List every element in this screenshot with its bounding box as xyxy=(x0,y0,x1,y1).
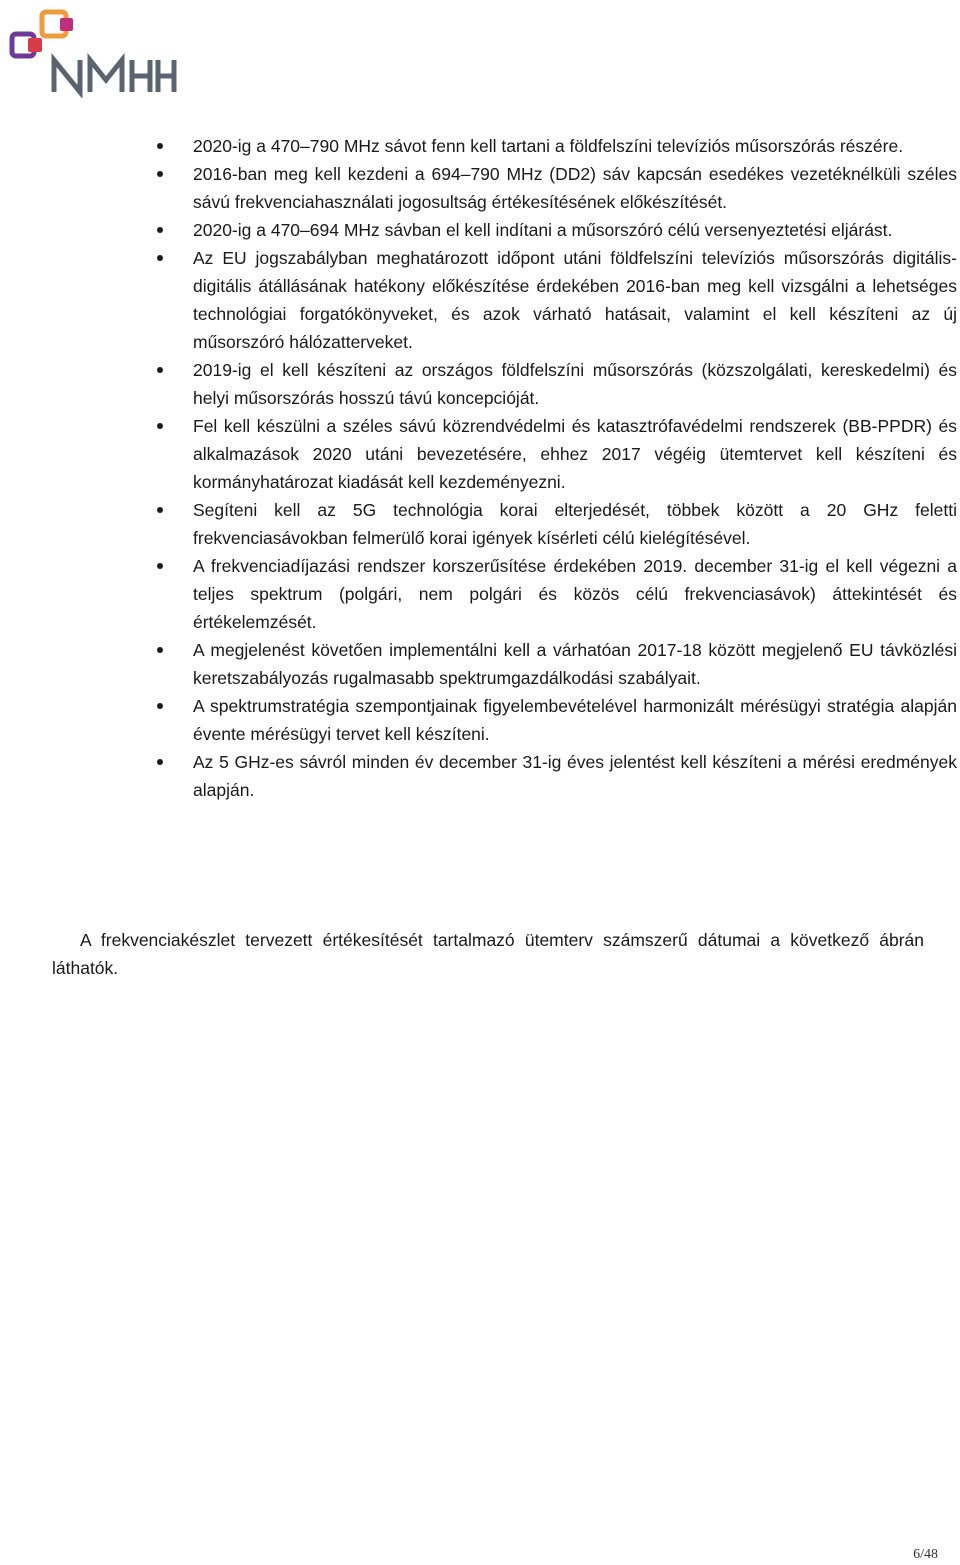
list-item-text: Fel kell készülni a széles sávú közrendvédelmi és katasztrófavédelmi rendszerek (BB-PPDR) és alkalmazások 2020 utáni bevezetésére, ehhez 2017 végéig ütemtervet kell készíteni és kormányhatározat kiadását kell kezdeményezni. xyxy=(193,416,957,492)
nmhh-logo-graphic xyxy=(8,8,180,98)
list-item xyxy=(193,356,957,412)
list-item-text: Az 5 GHz-es sávról minden év december 31-ig éves jelentést kell készíteni a mérési eredmények alapján. xyxy=(193,752,957,800)
list-item-text: Segíteni kell az 5G technológia korai elterjedését, többek között a 20 GHz feletti frekvenciasávokban felmerülő korai igények kísérleti célú kielégítésével. xyxy=(193,500,957,548)
logo-square-red-icon xyxy=(28,38,42,52)
logo-wordmark xyxy=(54,60,174,92)
list-item-text: A frekvenciadíjazási rendszer korszerűsítése érdekében 2019. december 31-ig el kell végezni a teljes spektrum (polgári, nem polgári és közös célú frekvenciasávok) áttekintését és értékelemzését. xyxy=(193,556,957,632)
bullet-icon xyxy=(157,171,163,177)
list-item xyxy=(193,412,957,496)
nmhh-logo xyxy=(8,8,180,98)
list-item-text: 2020-ig a 470–790 MHz sávot fenn kell tartani a földfelszíni televíziós műsorszórás részére. xyxy=(193,136,904,156)
list-item xyxy=(193,216,957,244)
closing-paragraph: A frekvenciakészlet tervezett értékesítését tartalmazó ütemterv számszerű dátumai a következő ábrán láthatók. xyxy=(52,930,924,978)
list-item-text: 2016-ban meg kell kezdeni a 694–790 MHz (DD2) sáv kapcsán esedékes vezetéknélküli széles sávú frekvenciahasználati jogosultság értékesítésének előkészítését. xyxy=(193,164,957,212)
bullet-icon xyxy=(157,255,163,261)
list-item-text: A spektrumstratégia szempontjainak figyelembevételével harmonizált mérésügyi stratégia alapján évente mérésügyi tervet kell készíteni. xyxy=(193,696,957,744)
list-item-text: 2019-ig el kell készíteni az országos földfelszíni műsorszórás (közszolgálati, kereskedelmi) és helyi műsorszórás hosszú távú koncepcióját. xyxy=(193,360,957,408)
list-item xyxy=(193,636,957,692)
bullet-icon xyxy=(157,563,163,569)
page-number: 6/48 xyxy=(913,1547,938,1562)
list-item xyxy=(193,748,957,804)
bullet-icon xyxy=(157,423,163,429)
bullet-icon xyxy=(157,143,163,149)
bullet-icon xyxy=(157,647,163,653)
requirements-list xyxy=(193,132,957,804)
list-item xyxy=(193,496,957,552)
list-item-text: A megjelenést követően implementálni kell a várhatóan 2017-18 között megjelenő EU távközlési keretszabályozás rugalmasabb spektrumgazdálkodási szabályait. xyxy=(193,640,957,688)
bullet-icon xyxy=(157,367,163,373)
list-item xyxy=(193,692,957,748)
bullet-icon xyxy=(157,703,163,709)
bullet-icon xyxy=(157,507,163,513)
list-item-text: 2020-ig a 470–694 MHz sávban el kell indítani a műsorszóró célú versenyeztetési eljárást. xyxy=(193,220,893,240)
bullet-icon xyxy=(157,227,163,233)
list-item xyxy=(193,160,957,216)
list-item xyxy=(193,132,957,160)
bullet-icon xyxy=(157,759,163,765)
list-item xyxy=(193,244,957,356)
list-item-text: Az EU jogszabályban meghatározott időpont utáni földfelszíni televíziós műsorszórás digitális-digitális átállásának hatékony előkészítése érdekében 2016-ban meg kell vizsgálni a lehetséges technológiai forgatókönyveket, és azok várható hatásait, valamint el kell készíteni az új műsorszóró hálózatterveket. xyxy=(193,248,957,352)
logo-square-magenta-icon xyxy=(60,18,73,31)
list-item xyxy=(193,552,957,636)
